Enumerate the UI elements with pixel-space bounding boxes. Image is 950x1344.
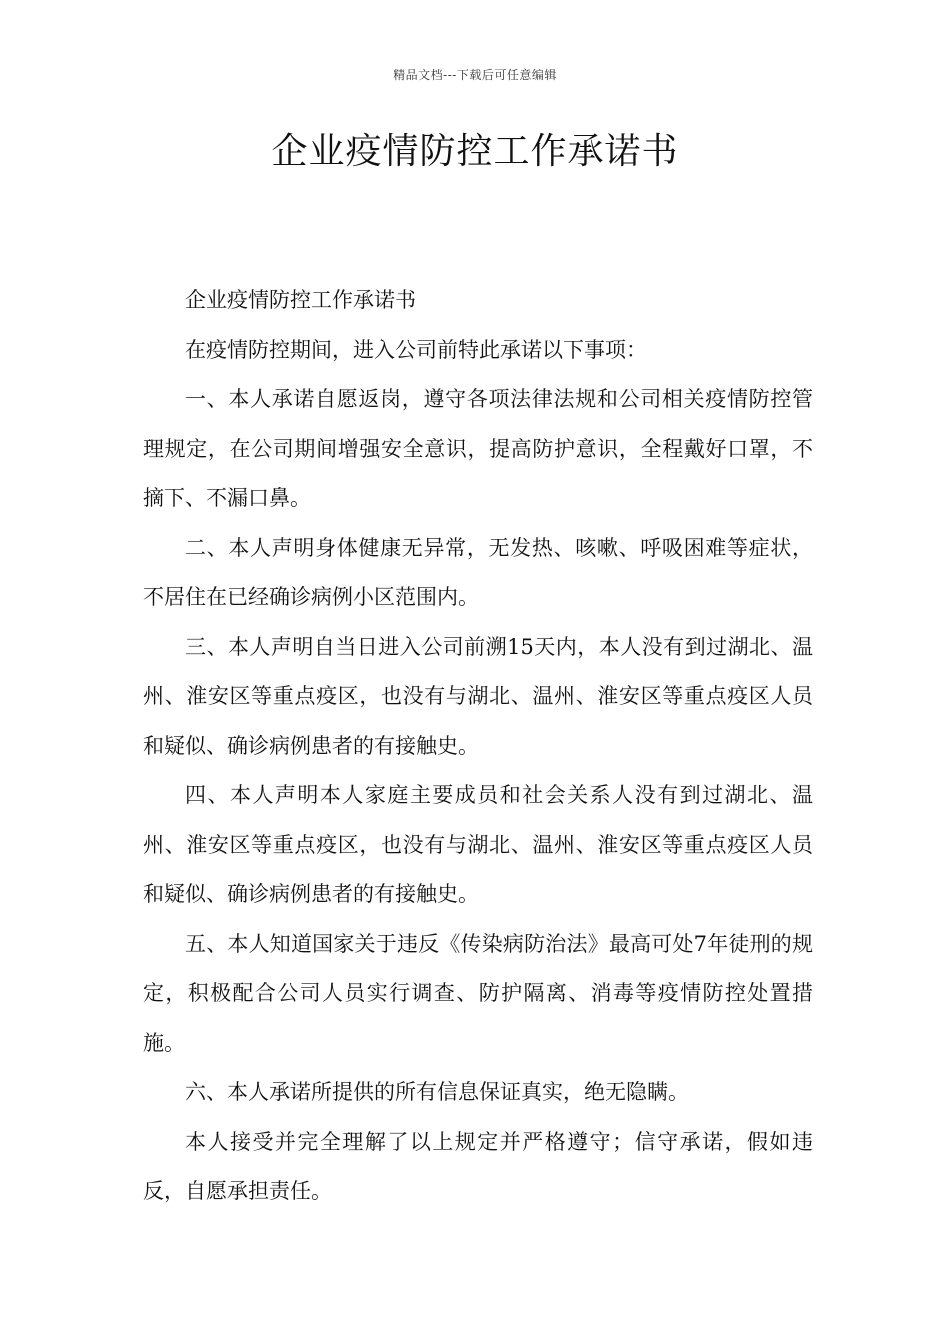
paragraph-item-3: 三、本人声明自当日进入公司前溯15天内，本人没有到过湖北、温州、淮安区等重点疫区，也没有与湖北、温州、淮安区等重点疫区人员和疑似、确诊病例患者的有接触史。	[143, 634, 813, 758]
paragraph-item-6: 六、本人承诺所提供的所有信息保证真实，绝无隐瞒。	[185, 1080, 689, 1104]
header-note: 精品文档---下载后可任意编辑	[393, 68, 557, 82]
paragraph-heading: 企业疫情防控工作承诺书	[185, 288, 416, 312]
paragraph-item-1: 一、本人承诺自愿返岗，遵守各项法律法规和公司相关疫情防控管理规定，在公司期间增强安全意识，提高防护意识，全程戴好口罩，不摘下、不漏口鼻。	[143, 387, 813, 510]
paragraph-closing: 本人接受并完全理解了以上规定并严格遵守；信守承诺，假如违反，自愿承担责任。	[143, 1129, 813, 1203]
page-title: 企业疫情防控工作承诺书	[271, 131, 679, 172]
document-body	[143, 276, 813, 1217]
paragraph-item-4: 四、本人声明本人家庭主要成员和社会关系人没有到过湖北、温州、淮安区等重点疫区，也没有与湖北、温州、淮安区等重点疫区人员和疑似、确诊病例患者的有接触史。	[143, 783, 813, 906]
paragraph-intro: 在疫情防控期间，进入公司前特此承诺以下事项：	[185, 337, 647, 362]
paragraph-item-5: 五、本人知道国家关于违反《传染病防治法》最高可处7年徒刑的规定，积极配合公司人员实行调查、防护隔离、消毒等疫情防控处置措施。	[143, 931, 813, 1055]
paragraph-item-2: 二、本人声明身体健康无异常，无发热、咳嗽、呼吸困难等症状，不居住在已经确诊病例小区范围内。	[143, 535, 813, 609]
